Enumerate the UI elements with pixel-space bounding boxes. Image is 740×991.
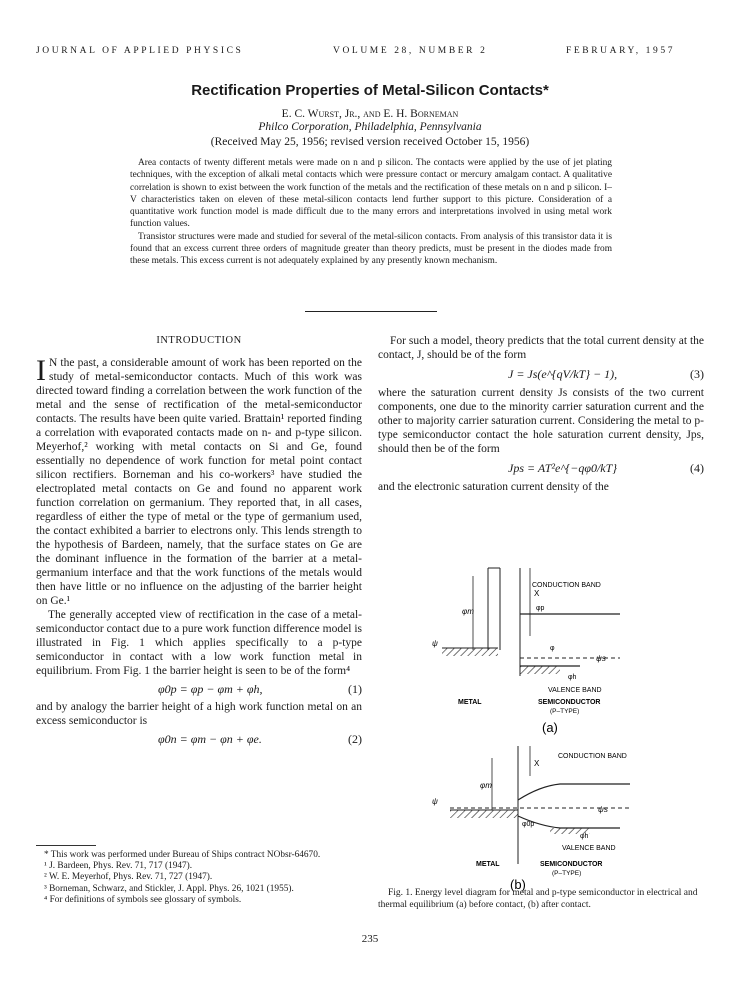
intro-paragraph-3: and by analogy the barrier height of a high work function metal on an excess semiconductor is xyxy=(36,701,362,727)
received-date: (Received May 25, 1956; revised version received October 15, 1956) xyxy=(210,136,530,148)
right-paragraph-2: where the saturation current density Js consists of the two current components, one due to the minority carrier saturation current and the other to majority carrier saturation current. Considering the metal to p-type semiconductor contact the hole saturation current density, Jps, should then be of the form xyxy=(378,387,704,455)
figure-1-caption: Fig. 1. Energy level diagram for metal and p-type semiconductor in electrical and thermal equilibrium (a) before contact, (b) after contact. xyxy=(378,888,698,910)
abstract-paragraph: Area contacts of twenty different metals were made on n and p silicon. The contacts were applied by the use of jet plating techniques, with the exception of alkali metal contacts which were pressure contact or mercury amalgam contact. A qualitative correlation is shown to exist between the work function of the metals and the rectification of these metals on n and p silicon. I–V characteristics taken on eleven of these metal-silicon contacts lend further support to this picture. Consideration of a quantitative work function model is made difficult due to the many errors and interpretations involved in using metal work function values. xyxy=(130,158,612,230)
svg-text:X: X xyxy=(534,759,540,768)
authors: E. C. Wurst, Jr., and E. H. Borneman xyxy=(281,108,459,120)
footnote: ³ Borneman, Schwarz, and Stickler, J. Appl. Phys. 26, 1021 (1955). xyxy=(44,883,294,894)
journal-name: JOURNAL OF APPLIED PHYSICS xyxy=(36,46,244,56)
conduction-band-label: CONDUCTION BAND xyxy=(532,582,601,589)
equation-3 xyxy=(378,362,704,386)
svg-text:φh: φh xyxy=(580,833,589,840)
svg-text:X: X xyxy=(534,589,540,598)
volume-info: VOLUME 28, NUMBER 2 xyxy=(333,46,488,56)
ptype-label: (P–TYPE) xyxy=(552,870,582,877)
footnote: ² W. E. Meyerhof, Phys. Rev. 71, 727 (1947). xyxy=(44,872,213,883)
intro-paragraph-1 xyxy=(36,356,362,608)
affiliation: Philco Corporation, Philadelphia, Pennsylvania xyxy=(258,121,482,133)
abstract-paragraph: Transistor structures were made and studied for several of the metal-silicon contacts. From analysis of this transistor data it is found that an excess current three orders of magnitude greater than theory predicts, must be present in the diodes made from these metals. This excess current is not adequately explained by any presently known mechanism. xyxy=(130,231,612,267)
abstract xyxy=(130,157,612,268)
intro-text-1: N the past, a considerable amount of work has been reported on the study of metal-semiconductor contacts. Much of this work was directed toward finding a correlation between the work function of the metal and the sense of rectification of the metal-semiconductor contacts. The results have been quite varied. Brattain¹ reported finding a correlation with evaporated contacts made on n- and p-type silicon. Meyerhof,² working with metal contacts on Si and Ge, found essentially no dependence of work function for metal point contact silicon rectifiers. Borneman and his co-workers³ have studied the electroplated metal contacts on Ge and found no apparent work function correlation on germanium. They reported that, in all cases, regardless of either the type of metal or the type of germanium used, the contact exhibited a barrier to electrons only. This lends strength to the hypothesis of Bardeen, namely, that the surface states on Ge are the dominant influence in the formation of the barrier at a metal-germanium interface and that the work functions of the metals would then have little or no influence on the adjusting of the barrier height on Ge.¹ xyxy=(36,357,362,607)
page-number: 235 xyxy=(361,933,379,945)
drop-cap: I xyxy=(36,354,46,387)
footnote-rule xyxy=(36,845,96,846)
svg-text:φh: φh xyxy=(568,674,577,681)
left-column xyxy=(36,334,362,750)
footnote: * This work was performed under Bureau of Ships contract NObsr-64670. xyxy=(44,850,321,860)
svg-text:ψ: ψ xyxy=(432,797,438,806)
separator-rule xyxy=(305,311,437,312)
equation-4-body: Jps = AT²e^{−qφ0/kT} xyxy=(508,461,618,475)
metal-label: METAL xyxy=(458,699,482,706)
footnote: ⁴ For definitions of symbols see glossary of symbols. xyxy=(44,894,242,905)
equation-3-body: J = Js(e^{qV/kT} − 1), xyxy=(508,367,618,381)
svg-text:ψs: ψs xyxy=(596,654,606,663)
svg-text:φm: φm xyxy=(462,607,474,616)
right-column xyxy=(378,334,704,494)
right-paragraph-1: For such a model, theory predicts that the total current density at the contact, J, should be of the form xyxy=(378,335,704,361)
svg-text:φ: φ xyxy=(550,645,555,652)
footnotes xyxy=(36,850,362,906)
right-paragraph-3: and the electronic saturation current density of the xyxy=(378,481,609,493)
equation-3-number: (3) xyxy=(690,367,704,381)
svg-text:ψs: ψs xyxy=(598,805,608,814)
diagram-b xyxy=(432,746,630,892)
semiconductor-label: SEMICONDUCTOR xyxy=(540,861,603,868)
equation-1-body: φ0p = φp − φm + φh, xyxy=(158,682,263,696)
valence-band-label: VALENCE BAND xyxy=(548,687,602,694)
intro-paragraph-2: The generally accepted view of rectification in the case of a metal-semiconductor contact due to a pure work function difference model is illustrated in Fig. 1 which applies specifically to a p-type semiconductor in contact with a low work function metal in equilibrium. From Fig. 1 the barrier height is seen to be of the form⁴ xyxy=(36,609,362,677)
diagram-a-label: (a) xyxy=(542,720,558,735)
svg-text:ψ: ψ xyxy=(432,639,438,648)
footnote: ¹ J. Bardeen, Phys. Rev. 71, 717 (1947). xyxy=(44,861,193,872)
conduction-band-label: CONDUCTION BAND xyxy=(558,753,627,760)
equation-2-number: (2) xyxy=(348,732,362,746)
equation-1 xyxy=(36,678,362,700)
diagram-b-label: (b) xyxy=(510,877,526,892)
figure-1-energy-diagram xyxy=(430,566,670,918)
ptype-label: (P–TYPE) xyxy=(550,708,580,715)
section-heading: INTRODUCTION xyxy=(156,335,242,346)
issue-date: FEBRUARY, 1957 xyxy=(566,46,676,56)
valence-band-label: VALENCE BAND xyxy=(562,845,616,852)
equation-2-body: φ0n = φm − φn + φe. xyxy=(158,732,262,746)
equation-4-number: (4) xyxy=(690,461,704,475)
svg-text:φp: φp xyxy=(536,605,545,612)
diagram-a xyxy=(432,568,620,735)
equation-1-number: (1) xyxy=(348,682,362,696)
equation-2 xyxy=(36,728,362,750)
paper-title: Rectification Properties of Metal-Silicon Contacts* xyxy=(191,82,549,99)
metal-label: METAL xyxy=(476,861,500,868)
svg-text:φ0p: φ0p xyxy=(522,821,535,828)
equation-4 xyxy=(378,456,704,480)
semiconductor-label: SEMICONDUCTOR xyxy=(538,699,601,706)
svg-text:φm: φm xyxy=(480,781,492,790)
